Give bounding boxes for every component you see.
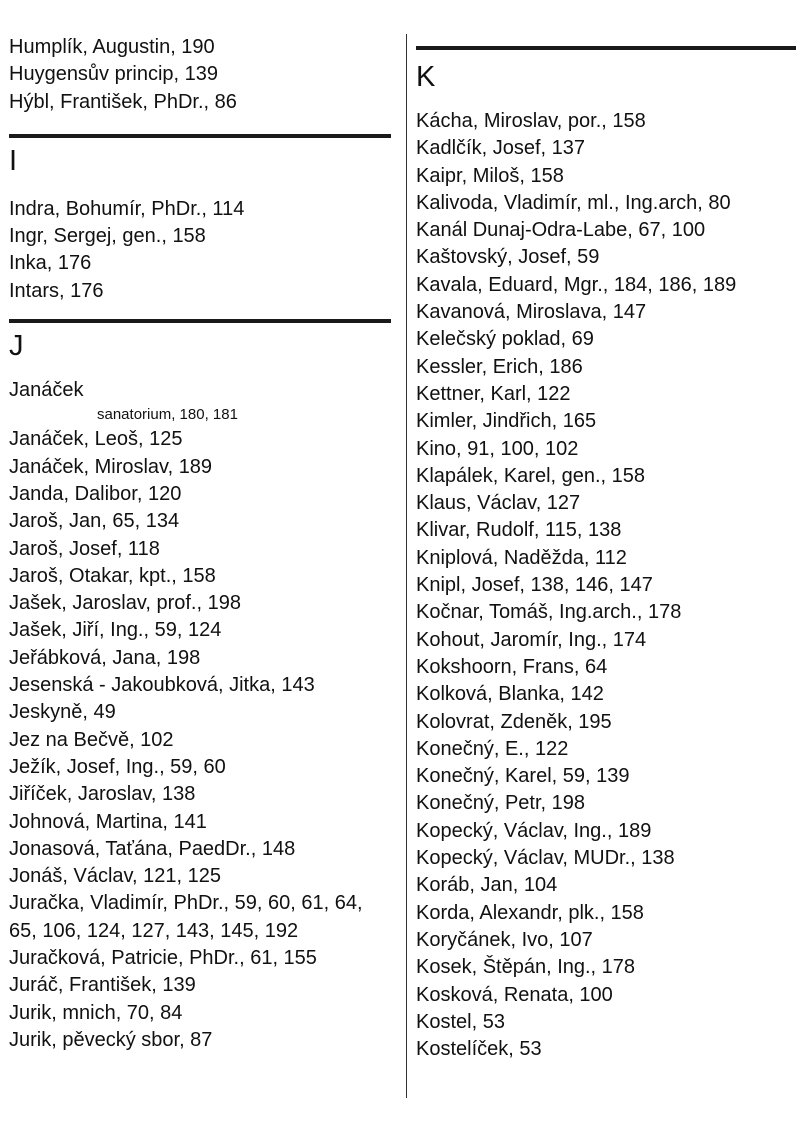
index-entry: Kolovrat, Zdeněk, 195	[416, 710, 612, 733]
section-k-rule	[416, 46, 796, 50]
index-entry: Korda, Alexandr, plk., 158	[416, 901, 644, 924]
index-entry: Kettner, Karl, 122	[416, 382, 571, 405]
index-entry: Johnová, Martina, 141	[9, 810, 207, 833]
index-entry: Kaipr, Miloš, 158	[416, 164, 564, 187]
index-entry: Juračková, Patricie, PhDr., 61, 155	[9, 947, 317, 970]
index-entry: Konečný, Karel, 59, 139	[416, 765, 630, 788]
index-entry: Kaštovský, Josef, 59	[416, 246, 600, 269]
index-entry: Kimler, Jindřich, 165	[416, 410, 597, 433]
index-entry: Kopecký, Václav, MUDr., 138	[416, 847, 675, 870]
index-entry: Kolková, Blanka, 142	[416, 683, 604, 706]
top-entries	[9, 0, 391, 116]
index-entry: Jesenská - Jakoubková, Jitka, 143	[9, 674, 315, 697]
index-entry: Juračka, Vladimír, PhDr., 59, 60, 61, 64, 65, 106, 124, 127, 143, 145, 192	[9, 892, 363, 942]
section-j-entries	[9, 377, 391, 404]
index-entry: Jaroš, Josef, 118	[9, 537, 160, 560]
index-entry: Huygensův princip, 139	[9, 63, 219, 86]
section-j-rule	[9, 319, 391, 323]
index-entry: Kostel, 53	[416, 1010, 505, 1033]
left-column	[9, 0, 391, 1054]
index-entry: Janda, Dalibor, 120	[9, 482, 182, 505]
index-entry: Hýbl, František, PhDr., 86	[9, 90, 237, 113]
index-entry: Jurik, pěvecký sbor, 87	[9, 1028, 213, 1051]
section-k-entries	[416, 108, 796, 1063]
index-entry: Indra, Bohumír, PhDr., 114	[9, 197, 245, 220]
index-entry: Janáček	[9, 379, 84, 402]
index-entry: Kohout, Jaromír, Ing., 174	[416, 628, 647, 651]
section-i-entries	[9, 196, 391, 305]
index-entry: Kácha, Miroslav, por., 158	[416, 110, 646, 132]
right-column	[416, 0, 796, 1063]
index-entry: Jiříček, Jaroslav, 138	[9, 783, 196, 806]
index-entry: Ingr, Sergej, gen., 158	[9, 225, 206, 248]
index-entry: Jaroš, Jan, 65, 134	[9, 510, 180, 533]
index-entry: Jonasová, Taťána, PaedDr., 148	[9, 837, 296, 860]
index-entry: Jurik, mnich, 70, 84	[9, 1001, 183, 1024]
index-entry: Jonáš, Václav, 121, 125	[9, 865, 221, 888]
index-entry: Jeskyně, 49	[9, 701, 116, 724]
index-entry: Kavala, Eduard, Mgr., 184, 186, 189	[416, 273, 737, 296]
index-entry: Kanál Dunaj-Odra-Labe, 67, 100	[416, 219, 706, 242]
index-entry: Kočnar, Tomáš, Ing.arch., 178	[416, 601, 682, 624]
index-entry: Jeřábková, Jana, 198	[9, 646, 201, 669]
index-entry: Kino, 91, 100, 102	[416, 437, 579, 460]
index-entry: Klivar, Rudolf, 115, 138	[416, 519, 622, 542]
index-entry: Intars, 176	[9, 279, 104, 302]
index-entry: Knipl, Josef, 138, 146, 147	[416, 574, 653, 597]
index-entry: Juráč, František, 139	[9, 974, 196, 997]
index-entry: Janáček, Miroslav, 189	[9, 455, 213, 478]
section-j-entries-continued	[9, 426, 391, 1054]
subentry-sanatorium: sanatorium, 180, 181	[97, 406, 238, 424]
index-entry: Kalivoda, Vladimír, ml., Ing.arch, 80	[416, 191, 731, 214]
index-entry: Kosková, Renata, 100	[416, 983, 613, 1006]
index-entry: Inka, 176	[9, 252, 92, 275]
section-j-heading: J	[9, 330, 24, 363]
index-entry: Kostelíček, 53	[416, 1038, 542, 1061]
index-entry: Kessler, Erich, 186	[416, 355, 583, 378]
index-entry: Koráb, Jan, 104	[416, 874, 558, 897]
index-entry: Kniplová, Naděžda, 112	[416, 546, 627, 569]
index-entry: Kelečský poklad, 69	[416, 328, 594, 351]
section-k-heading: K	[416, 61, 436, 93]
index-entry: Kosek, Štěpán, Ing., 178	[416, 956, 636, 979]
index-entry: Konečný, Petr, 198	[416, 792, 586, 815]
index-entry: Ježík, Josef, Ing., 59, 60	[9, 755, 226, 778]
section-i-rule	[9, 134, 391, 138]
index-entry: Jaroš, Otakar, kpt., 158	[9, 564, 216, 587]
index-entry: Janáček, Leoš, 125	[9, 428, 183, 451]
section-i-heading: I	[9, 144, 18, 177]
index-entry: Kokshoorn, Frans, 64	[416, 655, 608, 678]
index-entry: Koryčánek, Ivo, 107	[416, 928, 593, 951]
index-entry: Jašek, Jiří, Ing., 59, 124	[9, 619, 222, 642]
index-entry: Konečný, E., 122	[416, 737, 569, 760]
index-entry: Kadlčík, Josef, 137	[416, 137, 585, 160]
index-entry: Jašek, Jaroslav, prof., 198	[9, 592, 241, 615]
index-entry: Humplík, Augustin, 190	[9, 36, 215, 58]
index-entry: Klaus, Václav, 127	[416, 492, 581, 515]
index-entry: Kopecký, Václav, Ing., 189	[416, 819, 652, 842]
index-entry: Kavanová, Miroslava, 147	[416, 301, 647, 324]
index-entry: Jez na Bečvě, 102	[9, 728, 174, 751]
column-divider	[406, 34, 407, 1098]
index-entry: Klapálek, Karel, gen., 158	[416, 464, 646, 487]
